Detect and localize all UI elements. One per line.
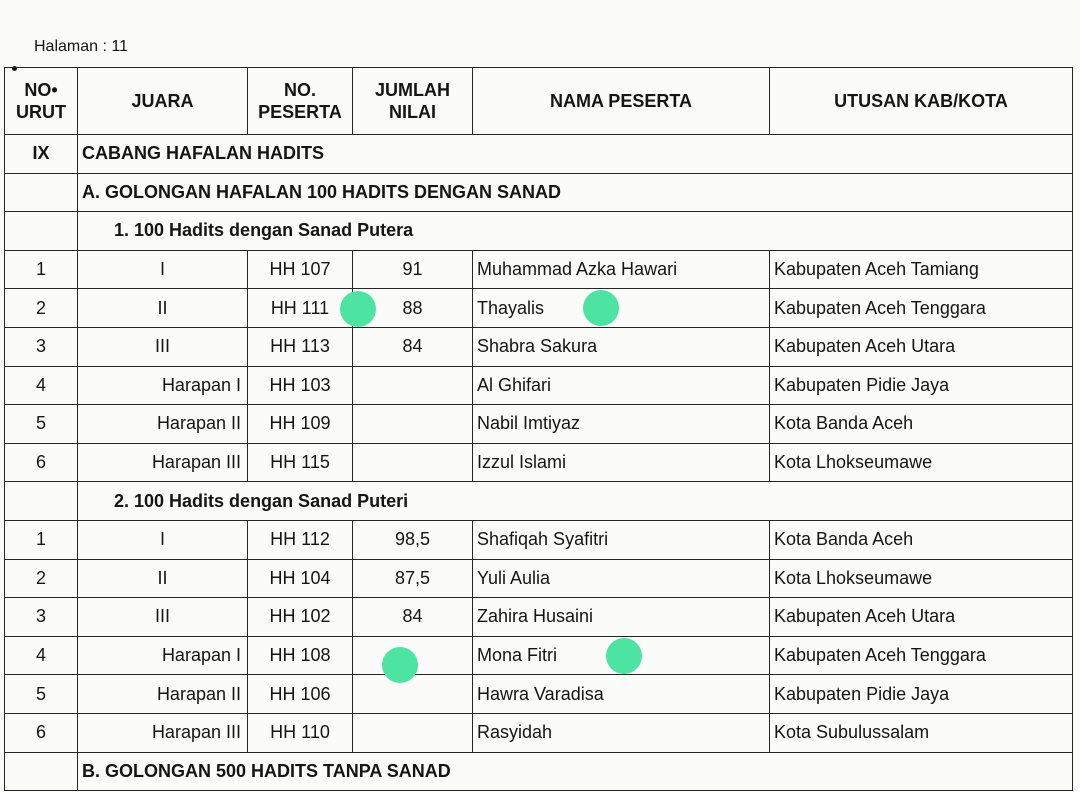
putera-title-row bbox=[5, 212, 1073, 251]
highlight-dot bbox=[583, 290, 619, 326]
row-nama: Nabil Imtiyaz bbox=[473, 405, 770, 444]
row-nama: Yuli Aulia bbox=[473, 559, 770, 598]
table-row bbox=[5, 636, 1073, 675]
table-row bbox=[5, 713, 1073, 752]
row-nilai: 91 bbox=[353, 250, 473, 289]
table-row bbox=[5, 520, 1073, 559]
row-nama: Shabra Sakura bbox=[473, 327, 770, 366]
row-nilai: 84 bbox=[353, 327, 473, 366]
row-nama: Hawra Varadisa bbox=[473, 675, 770, 714]
row-juara: Harapan III bbox=[78, 713, 248, 752]
header-jumlah-nilai: JUMLAH NILAI bbox=[353, 68, 473, 135]
row-peserta: HH 106 bbox=[248, 675, 353, 714]
row-utusan: Kabupaten Aceh Tenggara bbox=[770, 636, 1073, 675]
row-utusan: Kota Banda Aceh bbox=[770, 405, 1073, 444]
row-juara: Harapan I bbox=[78, 366, 248, 405]
row-peserta: HH 111 bbox=[248, 289, 353, 328]
row-peserta: HH 113 bbox=[248, 327, 353, 366]
row-nama: Zahira Husaini bbox=[473, 598, 770, 637]
row-no: 2 bbox=[5, 289, 78, 328]
row-nama: Muhammad Azka Hawari bbox=[473, 250, 770, 289]
table-row bbox=[5, 559, 1073, 598]
row-juara: II bbox=[78, 289, 248, 328]
row-nilai bbox=[353, 405, 473, 444]
row-peserta: HH 110 bbox=[248, 713, 353, 752]
header-utusan: UTUSAN KAB/KOTA bbox=[770, 68, 1073, 135]
row-juara: Harapan I bbox=[78, 636, 248, 675]
row-nilai bbox=[353, 366, 473, 405]
table-row bbox=[5, 443, 1073, 482]
row-utusan: Kota Banda Aceh bbox=[770, 520, 1073, 559]
row-utusan: Kabupaten Aceh Utara bbox=[770, 327, 1073, 366]
row-utusan: Kabupaten Aceh Tamiang bbox=[770, 250, 1073, 289]
row-nama: Rasyidah bbox=[473, 713, 770, 752]
row-juara: Harapan III bbox=[78, 443, 248, 482]
row-utusan: Kabupaten Aceh Utara bbox=[770, 598, 1073, 637]
row-juara: I bbox=[78, 520, 248, 559]
row-peserta: HH 107 bbox=[248, 250, 353, 289]
row-no: 2 bbox=[5, 559, 78, 598]
row-peserta: HH 103 bbox=[248, 366, 353, 405]
row-juara: II bbox=[78, 559, 248, 598]
table-row bbox=[5, 675, 1073, 714]
table-header-row bbox=[5, 68, 1073, 135]
row-no: 5 bbox=[5, 675, 78, 714]
putera-subtitle: 1. 100 Hadits dengan Sanad Putera bbox=[78, 212, 1073, 251]
highlight-dot bbox=[606, 638, 642, 674]
highlight-dot bbox=[382, 647, 418, 683]
row-no: 1 bbox=[5, 520, 78, 559]
row-juara: III bbox=[78, 327, 248, 366]
row-nilai: 88 bbox=[353, 289, 473, 328]
row-nama: Thayalis bbox=[473, 289, 770, 328]
row-nilai bbox=[353, 675, 473, 714]
cabang-title: CABANG HAFALAN HADITS bbox=[78, 135, 1073, 174]
golongan-a-row bbox=[5, 173, 1073, 212]
row-no: 3 bbox=[5, 598, 78, 637]
row-no: 6 bbox=[5, 713, 78, 752]
results-table bbox=[4, 67, 1073, 791]
table-row bbox=[5, 366, 1073, 405]
table-row bbox=[5, 598, 1073, 637]
cabang-row bbox=[5, 135, 1073, 174]
row-no: 5 bbox=[5, 405, 78, 444]
golongan-a-title: A. GOLONGAN HAFALAN 100 HADITS DENGAN SANAD bbox=[78, 173, 1073, 212]
row-no: 4 bbox=[5, 636, 78, 675]
row-nilai bbox=[353, 713, 473, 752]
header-juara: JUARA bbox=[78, 68, 248, 135]
table-row bbox=[5, 327, 1073, 366]
golongan-b-row bbox=[5, 752, 1073, 791]
row-nilai bbox=[353, 443, 473, 482]
row-nama: Mona Fitri bbox=[473, 636, 770, 675]
row-nilai: 87,5 bbox=[353, 559, 473, 598]
row-nilai: 84 bbox=[353, 598, 473, 637]
row-peserta: HH 109 bbox=[248, 405, 353, 444]
golongan-b-title: B. GOLONGAN 500 HADITS TANPA SANAD bbox=[78, 752, 1073, 791]
row-no: 6 bbox=[5, 443, 78, 482]
row-nama: Al Ghifari bbox=[473, 366, 770, 405]
row-utusan: Kota Lhokseumawe bbox=[770, 443, 1073, 482]
row-juara: Harapan II bbox=[78, 405, 248, 444]
header-nama-peserta: NAMA PESERTA bbox=[473, 68, 770, 135]
header-no-peserta: NO. PESERTA bbox=[248, 68, 353, 135]
row-peserta: HH 115 bbox=[248, 443, 353, 482]
row-nilai: 98,5 bbox=[353, 520, 473, 559]
row-peserta: HH 108 bbox=[248, 636, 353, 675]
table-row bbox=[5, 289, 1073, 328]
row-no: 1 bbox=[5, 250, 78, 289]
row-peserta: HH 112 bbox=[248, 520, 353, 559]
row-juara: III bbox=[78, 598, 248, 637]
table-row bbox=[5, 250, 1073, 289]
row-utusan: Kabupaten Pidie Jaya bbox=[770, 675, 1073, 714]
row-no: 4 bbox=[5, 366, 78, 405]
header-no-urut: NO• URUT bbox=[5, 68, 78, 135]
row-no: 3 bbox=[5, 327, 78, 366]
row-nama: Shafiqah Syafitri bbox=[473, 520, 770, 559]
cabang-number: IX bbox=[5, 135, 78, 174]
row-utusan: Kota Lhokseumawe bbox=[770, 559, 1073, 598]
row-nama: Izzul Islami bbox=[473, 443, 770, 482]
row-peserta: HH 104 bbox=[248, 559, 353, 598]
page-number-label: Halaman : 11 bbox=[34, 38, 128, 55]
puteri-title-row bbox=[5, 482, 1073, 521]
table-row bbox=[5, 405, 1073, 444]
row-juara: I bbox=[78, 250, 248, 289]
row-utusan: Kota Subulussalam bbox=[770, 713, 1073, 752]
row-utusan: Kabupaten Aceh Tenggara bbox=[770, 289, 1073, 328]
row-utusan: Kabupaten Pidie Jaya bbox=[770, 366, 1073, 405]
row-juara: Harapan II bbox=[78, 675, 248, 714]
row-peserta: HH 102 bbox=[248, 598, 353, 637]
highlight-dot bbox=[340, 291, 376, 327]
puteri-subtitle: 2. 100 Hadits dengan Sanad Puteri bbox=[78, 482, 1073, 521]
